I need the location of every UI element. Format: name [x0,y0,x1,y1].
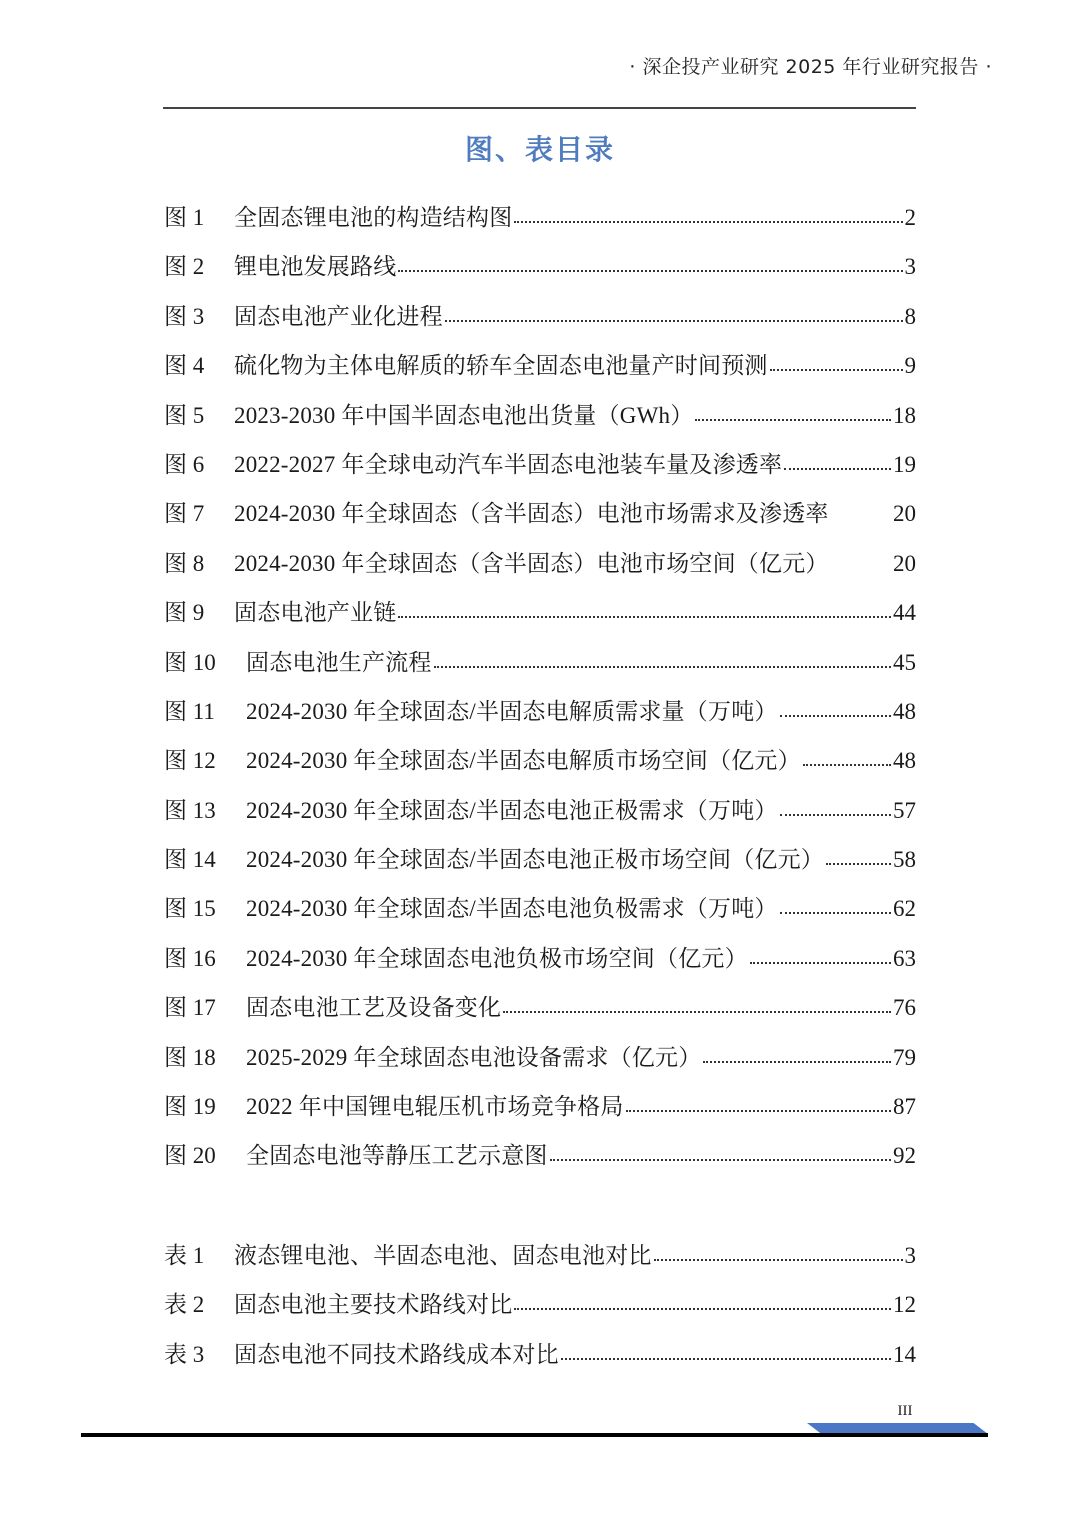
entry-title: 2024-2030 年全球固态（含半固态）电池市场需求及渗透率 [234,501,829,527]
entry-number: 图 8 [164,550,205,576]
toc-entry-figure-17[interactable] [164,988,916,1037]
toc-entry-figure-6[interactable] [164,445,916,494]
toc-entry-table-3[interactable] [164,1335,916,1384]
entry-page: 63 [893,945,916,971]
dot-leader [514,205,902,225]
entry-page: 45 [893,649,916,675]
entry-number: 图 6 [164,451,205,477]
entry-page: 92 [893,1143,916,1169]
entry-page: 76 [893,995,916,1021]
entry-page: 8 [904,303,916,329]
entry-title: 2024-2030 年全球固态/半固态电池负极需求（万吨） [246,896,778,922]
dot-leader [780,699,891,719]
entry-page: 48 [893,748,916,774]
toc-entry-figure-20[interactable] [164,1136,916,1185]
dot-leader [398,254,902,274]
entry-number: 表 3 [164,1341,205,1367]
entry-number: 图 2 [164,254,205,280]
entry-title: 2023-2030 年中国半固态电池出货量（GWh） [234,402,694,428]
toc-entry-figure-2[interactable] [164,247,916,296]
entry-number: 图 4 [164,353,205,379]
figure-list [164,198,916,1186]
header-divider [163,107,916,109]
entry-number: 图 13 [164,797,216,823]
footer-divider [81,1433,988,1437]
entry-number: 图 7 [164,501,205,527]
dot-leader [780,798,891,818]
entry-number: 图 14 [164,847,216,873]
entry-page: 79 [893,1044,916,1070]
entry-title: 固态电池生产流程 [246,649,432,675]
dot-leader [514,1292,891,1312]
toc-entry-figure-15[interactable] [164,889,916,938]
dot-leader [770,353,903,373]
toc-entry-figure-12[interactable] [164,741,916,790]
toc-entry-figure-16[interactable] [164,939,916,988]
entry-title: 固态电池工艺及设备变化 [246,995,502,1021]
entry-page: 48 [893,698,916,724]
entry-title: 2025-2029 年全球固态电池设备需求（亿元） [246,1044,702,1070]
dot-leader [784,452,891,472]
dot-leader [503,995,891,1015]
entry-page: 62 [893,896,916,922]
entry-page: 2 [904,205,916,230]
toc-entry-figure-13[interactable] [164,791,916,840]
entry-title: 2024-2030 年全球固态电池负极市场空间（亿元） [246,945,748,971]
entry-page: 3 [904,1243,916,1268]
entry-title: 2022 年中国锂电辊压机市场竞争格局 [246,1094,624,1120]
toc-entry-figure-11[interactable] [164,692,916,741]
entry-title: 硫化物为主体电解质的轿车全固态电池量产时间预测 [234,353,768,379]
toc-entry-table-1[interactable] [164,1236,916,1285]
entry-page: 9 [904,353,916,379]
dot-leader [434,650,891,670]
entry-page: 57 [893,797,916,823]
entry-page: 20 [893,501,916,527]
entry-title: 2022-2027 年全球电动汽车半固态电池装车量及渗透率 [234,451,783,477]
toc-entry-figure-10[interactable] [164,643,916,692]
entry-number: 图 17 [164,995,216,1021]
toc-entry-figure-3[interactable] [164,297,916,346]
entry-title: 全固态锂电池的构造结构图 [234,205,513,230]
dot-leader [445,304,903,324]
entry-title: 2024-2030 年全球固态/半固态电解质市场空间（亿元） [246,748,801,774]
entry-number: 图 12 [164,748,216,774]
entry-number: 图 16 [164,945,216,971]
entry-number: 图 9 [164,600,205,626]
dot-leader [831,551,891,571]
toc-entry-figure-14[interactable] [164,840,916,889]
entry-title: 固态电池不同技术路线成本对比 [234,1341,559,1367]
toc-entry-figure-1[interactable] [164,198,916,247]
entry-number: 图 3 [164,303,205,329]
toc-entry-figure-9[interactable] [164,593,916,642]
toc-entry-figure-18[interactable] [164,1038,916,1087]
toc-entry-figure-7[interactable] [164,494,916,543]
entry-number: 图 5 [164,402,205,428]
entry-page: 18 [893,402,916,428]
toc-entry-table-2[interactable] [164,1285,916,1334]
dot-leader [695,403,891,423]
entry-page: 58 [893,847,916,873]
page-number: III [897,1403,913,1419]
dot-leader [654,1243,903,1263]
entry-title: 固态电池主要技术路线对比 [234,1292,513,1318]
entry-page: 14 [893,1341,916,1367]
toc-entry-figure-4[interactable] [164,346,916,395]
entry-title: 固态电池产业链 [234,600,397,626]
entry-title: 固态电池产业化进程 [234,303,443,329]
entry-number: 图 10 [164,649,216,675]
dot-leader [826,847,891,867]
toc-entry-figure-5[interactable] [164,396,916,445]
entry-title: 2024-2030 年全球固态（含半固态）电池市场空间（亿元） [234,550,829,576]
entry-title: 2024-2030 年全球固态/半固态电解质需求量（万吨） [246,698,778,724]
table-list [164,1236,916,1384]
dot-leader [780,896,891,916]
entry-page: 20 [893,550,916,576]
entry-number: 图 1 [164,205,205,230]
entry-title: 2024-2030 年全球固态/半固态电池正极需求（万吨） [246,797,778,823]
running-header: · 深企投产业研究 2025 年行业研究报告 · [629,56,992,78]
page-title: 图、表目录 [464,133,615,166]
entry-number: 表 2 [164,1292,205,1318]
entry-title: 全固态电池等静压工艺示意图 [246,1143,548,1169]
entry-title: 液态锂电池、半固态电池、固态电池对比 [234,1243,652,1268]
entry-title: 2024-2030 年全球固态/半固态电池正极市场空间（亿元） [246,847,824,873]
entry-page: 3 [904,254,916,280]
entry-page: 12 [893,1292,916,1318]
dot-leader [398,600,891,620]
entry-page: 87 [893,1094,916,1120]
toc-entry-figure-19[interactable] [164,1087,916,1136]
entry-number: 图 19 [164,1094,216,1120]
dot-leader [703,1045,891,1065]
dot-leader [626,1094,891,1114]
entry-number: 图 15 [164,896,216,922]
dot-leader [803,748,891,768]
entry-number: 图 20 [164,1143,216,1169]
entry-page: 44 [893,600,916,626]
dot-leader [550,1143,891,1163]
dot-leader [831,501,891,521]
dot-leader [750,946,891,966]
entry-page: 19 [893,451,916,477]
entry-number: 图 18 [164,1044,216,1070]
dot-leader [561,1342,891,1362]
entry-number: 表 1 [164,1243,205,1268]
toc-entry-figure-8[interactable] [164,544,916,593]
entry-number: 图 11 [164,698,215,724]
entry-title: 锂电池发展路线 [234,254,397,280]
